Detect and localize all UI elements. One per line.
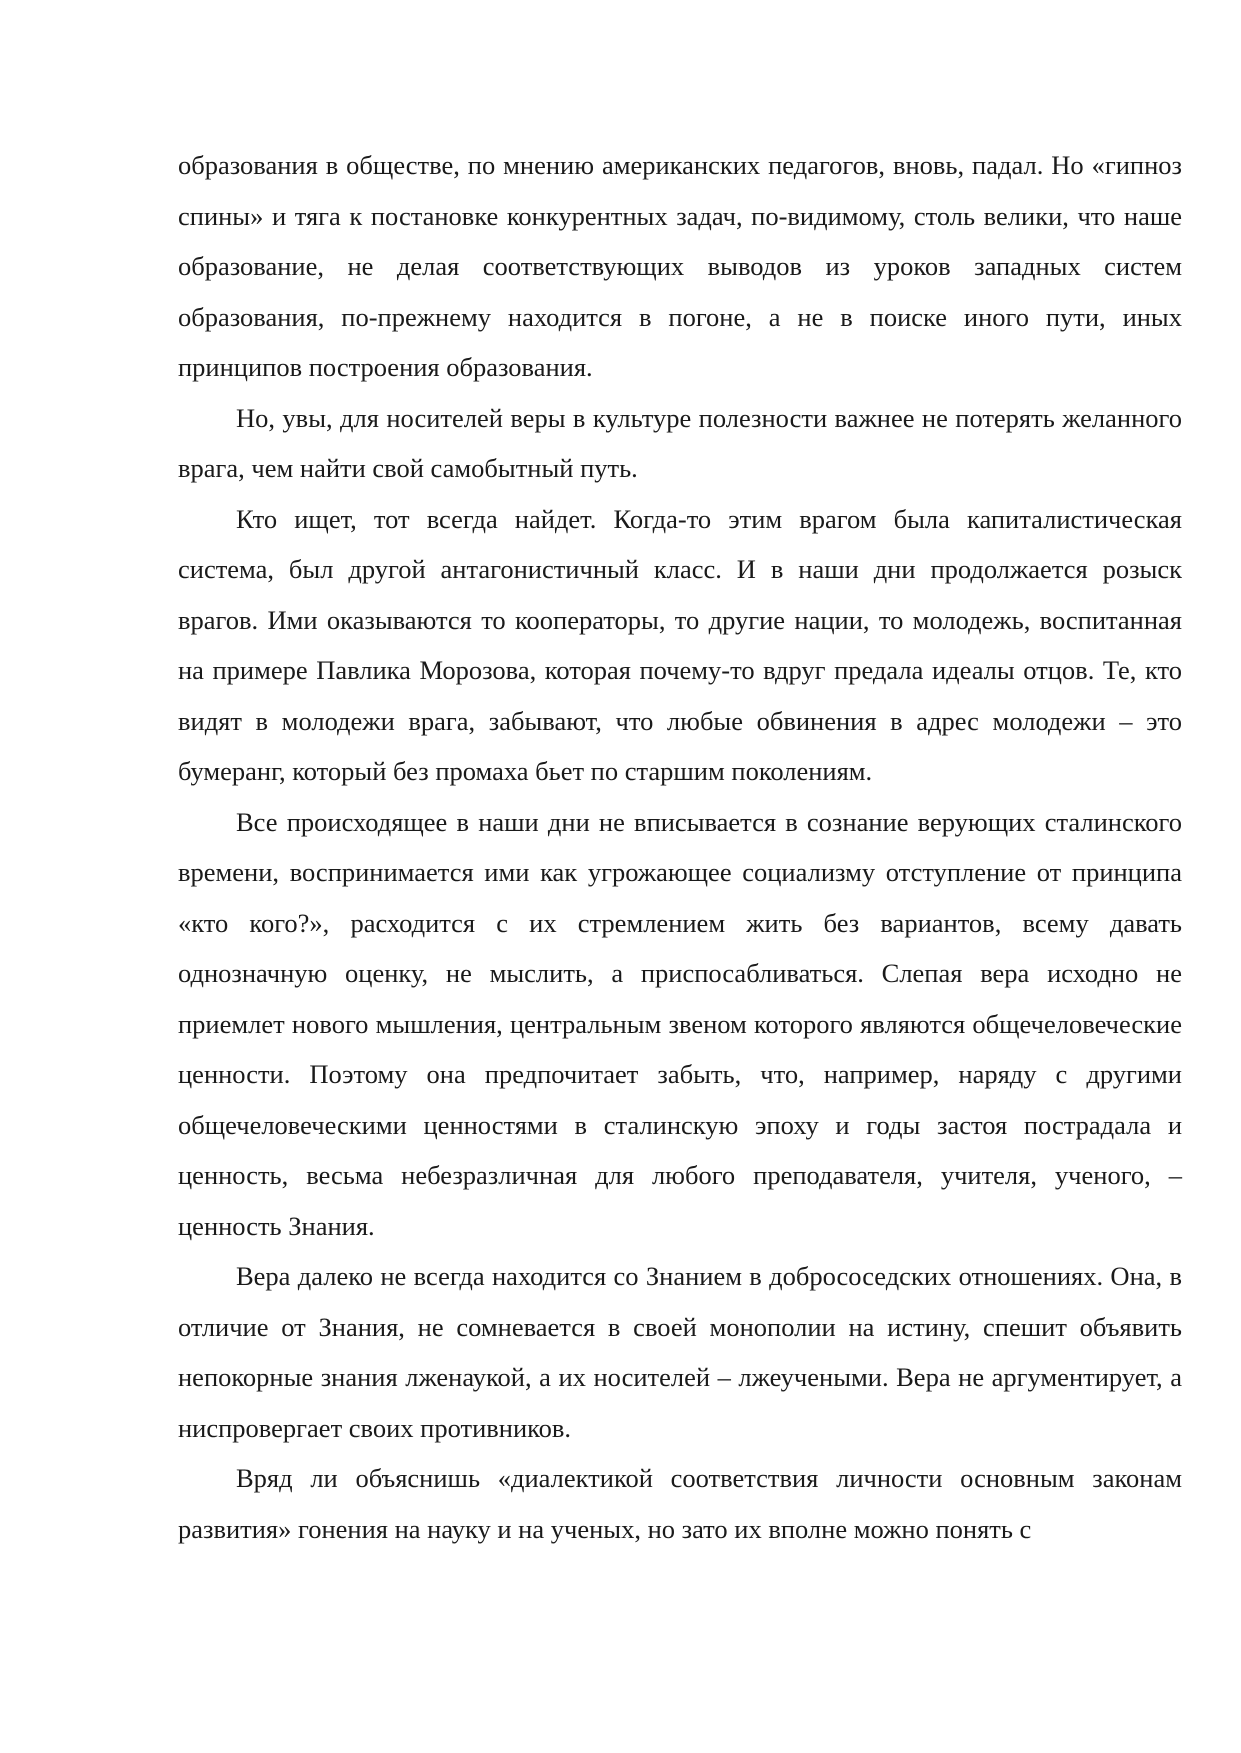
- paragraph: Но, увы, для носителей веры в культуре полезности важнее не потерять желанного врага, чем найти свой самобытный путь.: [178, 402, 1182, 483]
- paragraph: Все происходящее в наши дни не вписывается в сознание верующих сталинского времени, воспринимается ими как угрожающее социализму отступление от принципа «кто кого?», расходится с их стремлением жить без вариантов, всему давать однозначную оценку, не мыслить, а приспосабливаться. Слепая вера исходно не приемлет нового мышления, центральным звеном которого являются общечеловеческие ценности. Поэтому она предпочитает забыть, что, например, наряду с другими общечеловеческими ценностями в сталинскую эпоху и годы застоя пострадала и ценность, весьма небезразличная для любого преподавателя, учителя, ученого, – ценность Знания.: [178, 806, 1182, 1241]
- paragraph: Вера далеко не всегда находится со Знанием в добрососедских отношениях. Она, в отличие от Знания, не сомневается в своей монополии на истину, спешит объявить непокорные знания лженаукой, а их носителей – лжеучеными. Вера не аргументирует, а ниспровергает своих противников.: [178, 1261, 1182, 1443]
- paragraph: Вряд ли объяснишь «диалектикой соответствия личности основным законам развития» гонения на науку и на ученых, но зато их вполне можно понять с: [178, 1463, 1182, 1544]
- document-page: [178, 140, 1182, 1554]
- paragraph-continuation: образования в обществе, по мнению американских педагогов, вновь, падал. Но «гипноз спины» и тяга к постановке конкурентных задач, по-видимому, столь велики, что наше образование, не делая соответствующих выводов из уроков западных систем образования, по-прежнему находится в погоне, а не в поиске иного пути, иных принципов построения образования.: [178, 150, 1182, 382]
- paragraph: Кто ищет, тот всегда найдет. Когда-то этим врагом была капиталистическая система, был другой антагонистичный класс. И в наши дни продолжается розыск врагов. Ими оказываются то кооператоры, то другие нации, то молодежь, воспитанная на примере Павлика Морозова, которая почему-то вдруг предала идеалы отцов. Те, кто видят в молодежи врага, забывают, что любые обвинения в адрес молодежи – это бумеранг, который без промаха бьет по старшим поколениям.: [178, 503, 1182, 786]
